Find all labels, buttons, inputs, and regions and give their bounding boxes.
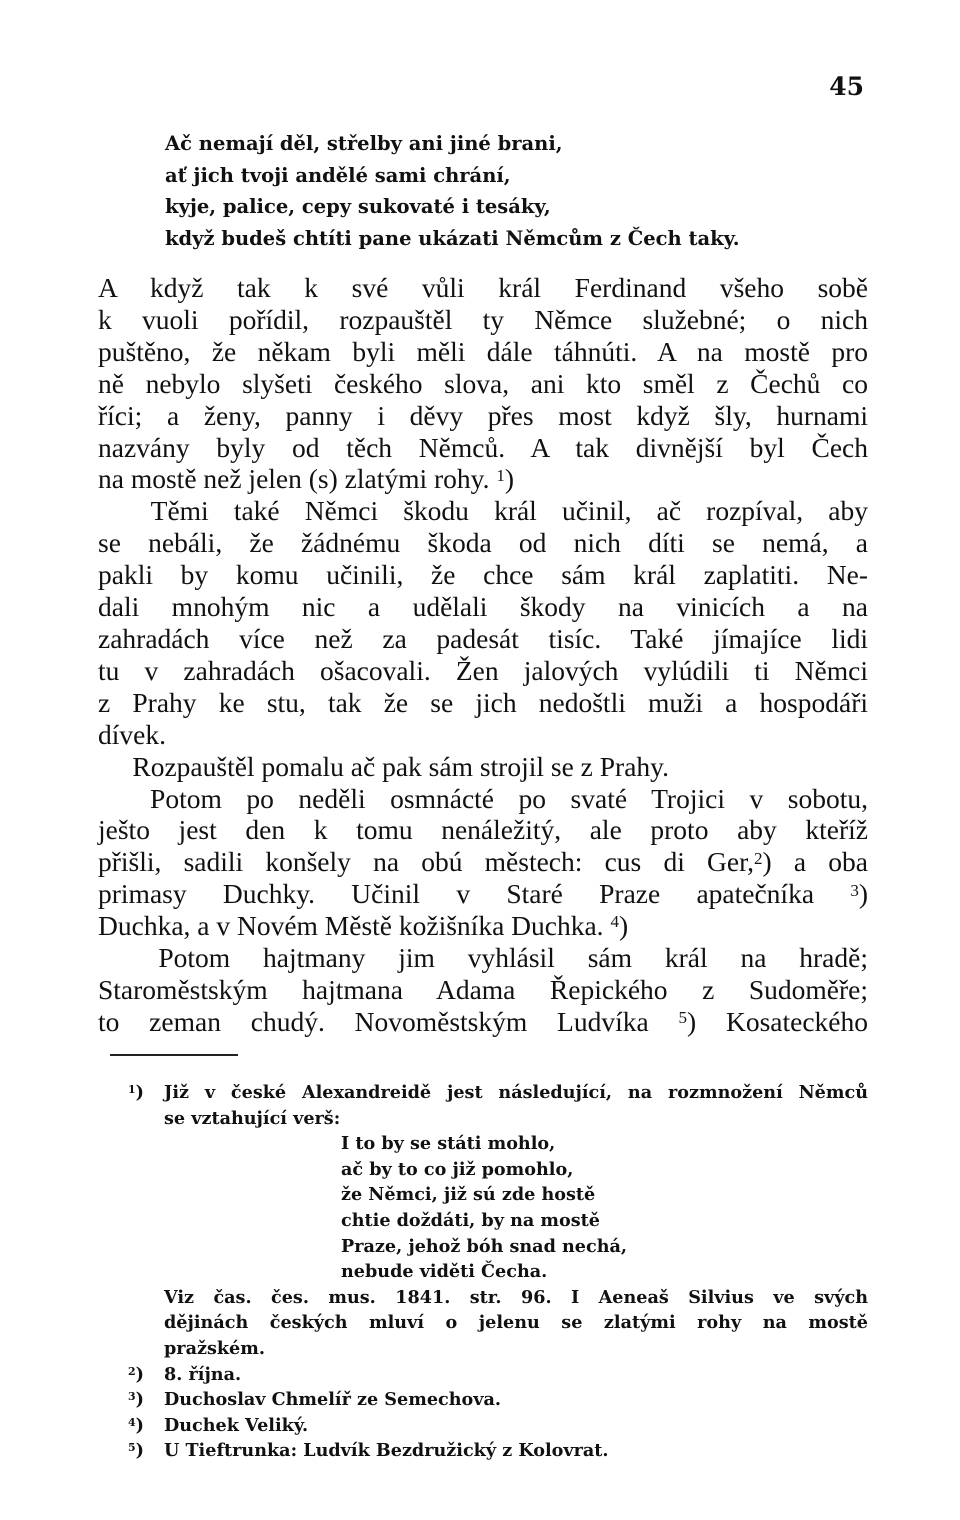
text-line: primasy Duchky. Učinil v Staré Praze apatečníka $^3$) [98,878,868,910]
footnote-line [128,1362,868,1388]
text-line [98,783,868,815]
footnote-2 [128,1362,868,1388]
footnote-verse-line: I to by se státi mohlo, [341,1133,556,1155]
footnote-number: 4 [128,1415,136,1429]
text-line: ně nebylo slyšeti českého slova, ani kto směl z Čechů co [98,367,868,399]
text-line: to zeman chudý. Novoměstským Ludvíka $^5$) Kosateckého [98,1005,868,1037]
footnote-mark: $^3$) [128,1389,144,1411]
footnote-number: 1 [128,1083,136,1097]
footnote-verse-line: nebude viděti Čecha. [341,1261,548,1283]
footnote-divider [110,1054,238,1056]
text-line: z Prahy ke stu, tak že se jich nedoštli muži a hospodáři [98,686,868,718]
footnote-mark: $^2$) [128,1363,144,1385]
text-fragment: Potom hajtmany jim vyhlásil sám král na hradě; [158,942,868,974]
text-line: na mostě než jelen (s) zlatými rohy. $^1$) [98,463,515,495]
footnote-text: Duchek Veliký. [164,1414,309,1436]
footnote-text: Již v české Alexandreidě jest následující, na rozmnožení Němců [164,1082,868,1103]
footnote-5 [128,1438,868,1464]
footnote-mark: $^5$) [128,1440,144,1462]
footnote-number: 2 [128,1364,136,1378]
text-line: dali mnohým nic a udělali škody na vinicích a na [98,591,868,623]
text-fragment: to zeman chudý. Novoměstským Ludvíka [98,1005,649,1037]
text-fragment: a oba [793,846,868,878]
text-line: se nebáli, že žádnému škoda od nich díti se nemá, a [98,527,868,559]
text-line [98,495,868,527]
text-line: dívek. [98,718,166,750]
text-fragment: Kosateckého [725,1005,868,1037]
footnote-text: 8. října. [164,1363,242,1385]
text-fragment: primasy Duchky. Učinil v Staré Praze apatečníka [98,878,815,910]
footnote-text: Duchoslav Chmelíř ze Semechova. [164,1389,501,1411]
text-line: ješto jest den k tomu nenáležitý, ale proto aby kteříž [98,814,868,846]
main-text [98,272,868,1038]
footnote-line [128,1387,868,1413]
verse-line: kyje, palice, cepy sukovaté i tesáky, [165,195,551,218]
footnote-verse-line: Praze, jehož bóh snad nechá, [341,1235,628,1257]
text-line: říci; a ženy, panny i děvy přes most když šly, hurnami [98,399,868,431]
text-fragment: Rozpauštěl pomalu ač pak sám strojil se z Prahy. [132,750,670,782]
verse-line: Ač nemají děl, střelby ani jiné brani, [165,132,563,155]
verse-line: když budeš chtíti pane ukázati Němcům z Čech taky. [165,226,740,250]
text-fragment: na mostě než jelen (s) zlatými rohy. [98,463,490,495]
footnote-verse-line: chtie doždáti, by na mostě [341,1209,600,1231]
text-fragment: Potom po neděli osmnácté po svaté Trojici v sobotu, [150,782,868,814]
text-line: A když tak k své vůli král Ferdinand všeho sobě [98,272,868,303]
footnote-ref: 1 [496,465,505,485]
page-number: 45 [829,72,864,101]
footnote-verse [128,1131,868,1285]
footnote-line: se vztahující verš: [164,1107,341,1129]
text-line: puštěno, že někam byli měli dále táhnúti. A na mostě pro [98,335,868,367]
footnote-line [128,1438,868,1464]
footnote-ref: 4 [610,912,619,932]
footnote-3 [128,1387,868,1413]
footnote-mark: $^4$) [128,1414,144,1436]
footnote-line: Viz čas. čes. mus. 1841. str. 96. I Aeneaš Silvius ve svých [164,1286,868,1308]
footnote-mark: $^1$) [128,1082,144,1103]
text-fragment: přišli, sadili konšely na obú městech: cus di Ger, [98,846,755,878]
text-line: Staroměstským hajtmana Adama Řepického z Sudoměře; [98,973,868,1005]
footnote-ref: 5 [678,1008,688,1028]
verse-line: ať jich tvoji andělé sami chrání, [165,163,511,187]
text-fragment: Těmi také Němci škodu král učinil, ač rozpíval, aby [150,495,868,527]
text-fragment: Duchka, a v Novém Městě kožišníka Duchka. [98,910,604,942]
footnote-line [128,1413,868,1439]
footnote-verse-line: ač by to co již pomohlo, [341,1158,574,1180]
footnote-1 [128,1080,868,1362]
footnote-ref: 2 [754,848,763,868]
text-line: přišli, sadili konšely na obú městech: cus di Ger,$^2$) a oba [98,846,868,878]
text-line: tu v zahradách ošacovali. Žen jalových vylúdili ti Němci [98,654,868,686]
footnote-verse-line: že Němci, již sú zde hostě [341,1184,596,1206]
text-line [98,751,868,783]
text-line [98,942,868,974]
footnote-number: 5 [128,1441,136,1455]
footnote-text: U Tieftrunka: Ludvík Bezdružický z Kolovrat. [164,1440,609,1462]
text-line: nazvány byly od těch Němců. A tak divnější byl Čech [98,431,868,463]
footnote-line: pražském. [164,1337,265,1359]
text-line: Duchka, a v Novém Městě kožišníka Duchka. $^4$) [98,910,629,942]
footnote-line: dějinách českých mluví o jelenu se zlatými rohy na mostě [164,1312,868,1334]
text-line: zahradách více než za padesát tisíc. Také jímajíce lidi [98,622,868,654]
text-line: pakli by komu učinili, že chce sám král zaplatiti. Ne- [98,559,868,591]
footnote-number: 3 [128,1390,136,1404]
text-line: k vuoli pořídil, rozpauštěl ty Němce služebné; o nich [98,303,868,335]
footnotes [128,1080,868,1464]
footnote-ref: 3 [850,880,859,900]
footnote-4 [128,1413,868,1439]
verse-block [165,128,885,254]
footnote-line [128,1080,868,1106]
